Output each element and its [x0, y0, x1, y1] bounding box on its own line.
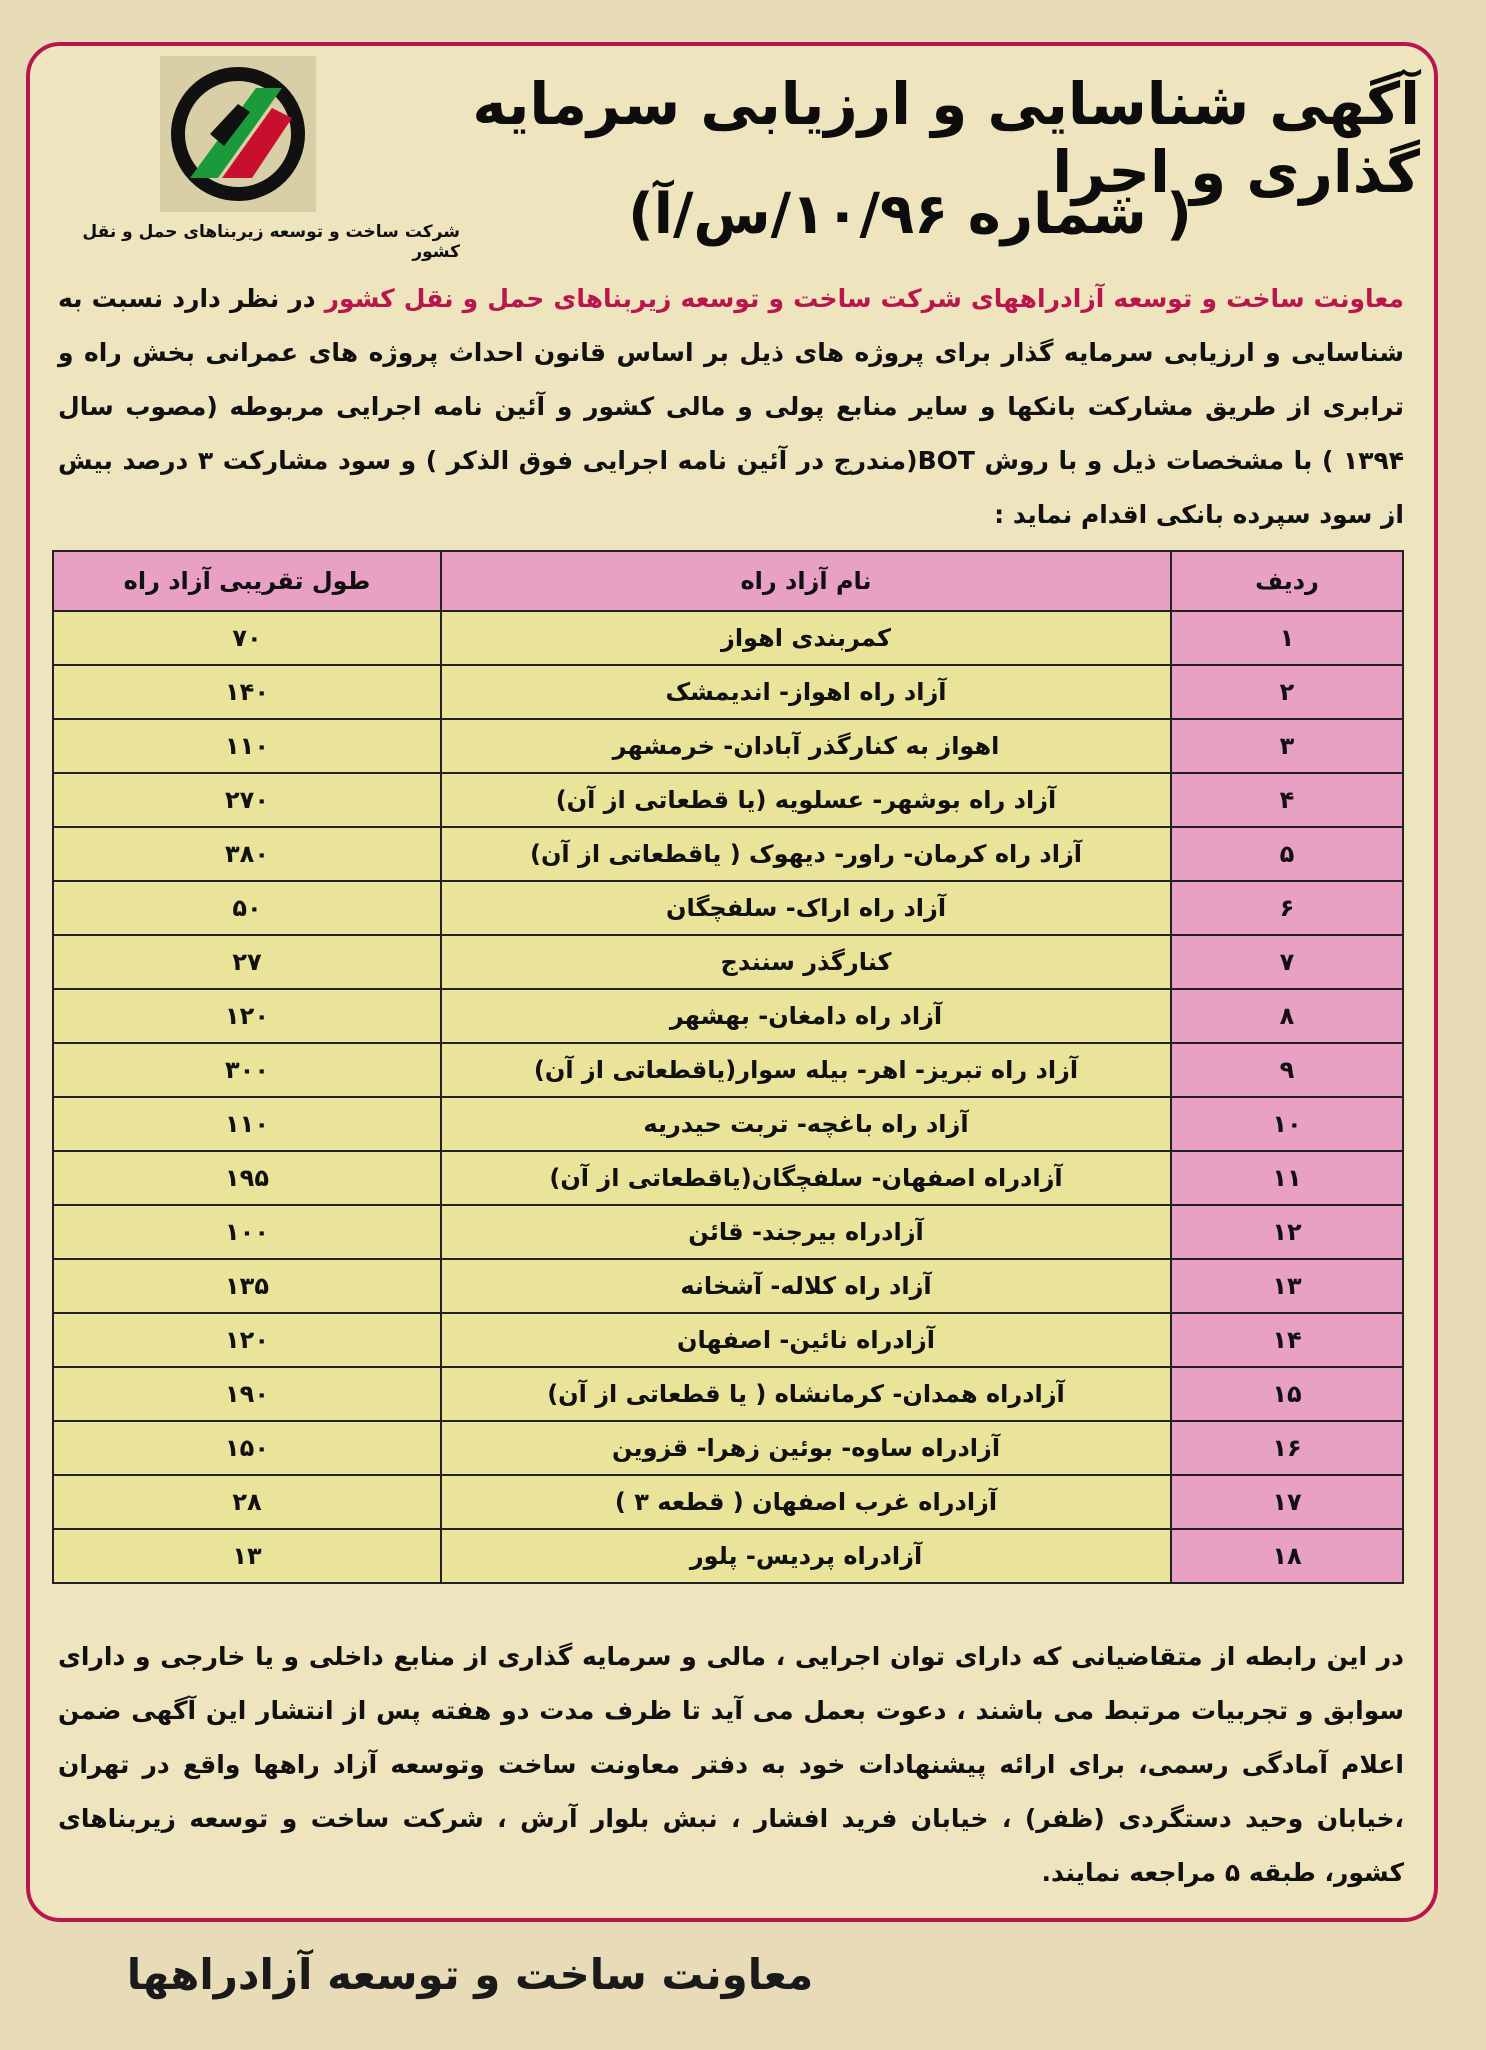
intro-body: در نظر دارد نسبت به شناسایی و ارزیابی سرمایه گذار برای پروژه های ذیل بر اساس قانون احداث پروژه های عمرانی بخش راه و ترابری از طریق مشارکت بانکها و سایر منابع پولی و مالی کشور و آئین نامه اجرایی مربوطه (مصوب سال ۱۳۹۴ ) با مشخصات ذیل و با روش BOT(مندرج در آئین نامه اجرایی فوق الذکر ) و سود مشارکت ۳ درصد بیش از سود سپرده بانکی اقدام نماید :	[58, 284, 1404, 529]
freeway-length: ۷۰	[53, 611, 441, 665]
freeway-length: ۱۳	[53, 1529, 441, 1583]
freeway-name: کمربندی اهواز	[441, 611, 1171, 665]
row-number: ۴	[1171, 773, 1403, 827]
freeway-length: ۱۹۰	[53, 1367, 441, 1421]
table-row	[53, 1367, 1403, 1421]
table-row	[53, 611, 1403, 665]
table-row	[53, 1043, 1403, 1097]
row-number: ۷	[1171, 935, 1403, 989]
row-number: ۱۷	[1171, 1475, 1403, 1529]
freeway-name: آزادراه همدان- کرمانشاه ( یا قطعاتی از آن)	[441, 1367, 1171, 1421]
freeway-length: ۱۵۰	[53, 1421, 441, 1475]
freeway-name: اهواز به کنارگذر آبادان- خرمشهر	[441, 719, 1171, 773]
freeway-projects-table	[52, 550, 1404, 1584]
freeway-name: آزاد راه دامغان- بهشهر	[441, 989, 1171, 1043]
freeway-length: ۳۸۰	[53, 827, 441, 881]
freeway-length: ۱۲۰	[53, 1313, 441, 1367]
header-freeway-length: طول تقریبی آزاد راه	[53, 551, 441, 611]
freeway-length: ۱۰۰	[53, 1205, 441, 1259]
row-number: ۲	[1171, 665, 1403, 719]
row-number: ۱۰	[1171, 1097, 1403, 1151]
freeway-name: آزادراه بیرجند- قائن	[441, 1205, 1171, 1259]
table-row	[53, 719, 1403, 773]
freeway-name: آزاد راه باغچه- تربت حیدریه	[441, 1097, 1171, 1151]
page-title: آگهی شناسایی و ارزیابی سرمایه گذاری و اجرا	[472, 70, 1420, 206]
table-row	[53, 1475, 1403, 1529]
table-header-row	[53, 551, 1403, 611]
table-row	[53, 935, 1403, 989]
row-number: ۶	[1171, 881, 1403, 935]
freeway-length: ۳۰۰	[53, 1043, 441, 1097]
table-row	[53, 881, 1403, 935]
signature: معاونت ساخت و توسعه آزادراهها	[126, 1950, 814, 1999]
road-company-logo-icon	[160, 56, 316, 212]
table-row	[53, 773, 1403, 827]
table-row	[53, 989, 1403, 1043]
freeway-length: ۲۷۰	[53, 773, 441, 827]
freeway-name: آزادراه ساوه- بوئین زهرا- قزوین	[441, 1421, 1171, 1475]
row-number: ۵	[1171, 827, 1403, 881]
row-number: ۹	[1171, 1043, 1403, 1097]
table-row	[53, 1097, 1403, 1151]
freeway-length: ۲۸	[53, 1475, 441, 1529]
header-freeway-name: نام آزاد راه	[441, 551, 1171, 611]
table-row	[53, 1313, 1403, 1367]
row-number: ۱۵	[1171, 1367, 1403, 1421]
freeway-length: ۱۱۰	[53, 1097, 441, 1151]
freeway-length: ۱۹۵	[53, 1151, 441, 1205]
freeway-name: آزاد راه اهواز- اندیمشک	[441, 665, 1171, 719]
table-row	[53, 1259, 1403, 1313]
row-number: ۳	[1171, 719, 1403, 773]
freeway-name: آزاد راه تبریز- اهر- بیله سوار(یاقطعاتی از آن)	[441, 1043, 1171, 1097]
freeway-name: آزاد راه کلاله- آشخانه	[441, 1259, 1171, 1313]
freeway-name: آزادراه نائین- اصفهان	[441, 1313, 1171, 1367]
row-number: ۱	[1171, 611, 1403, 665]
row-number: ۸	[1171, 989, 1403, 1043]
freeway-name: کنارگذر سنندج	[441, 935, 1171, 989]
intro-paragraph	[58, 272, 1404, 542]
freeway-length: ۱۲۰	[53, 989, 441, 1043]
table-row	[53, 1205, 1403, 1259]
announcement-number: ( شماره ۱۰/۹۶/س/آ)	[628, 182, 1192, 247]
intro-highlight: معاونت ساخت و توسعه آزادراههای شرکت ساخت و توسعه زیربناهای حمل و نقل کشور	[324, 284, 1404, 313]
row-number: ۱۸	[1171, 1529, 1403, 1583]
row-number: ۱۶	[1171, 1421, 1403, 1475]
row-number: ۱۳	[1171, 1259, 1403, 1313]
freeway-name: آزادراه غرب اصفهان ( قطعه ۳ )	[441, 1475, 1171, 1529]
freeway-name: آزاد راه اراک- سلفچگان	[441, 881, 1171, 935]
row-number: ۱۴	[1171, 1313, 1403, 1367]
freeway-name: آزاد راه کرمان- راور- دیهوک ( یاقطعاتی از آن)	[441, 827, 1171, 881]
freeway-name: آزادراه اصفهان- سلفچگان(یاقطعاتی از آن)	[441, 1151, 1171, 1205]
company-name: شرکت ساخت و توسعه زیربناهای حمل و نقل کشور	[82, 222, 460, 262]
row-number: ۱۲	[1171, 1205, 1403, 1259]
header-row-number: ردیف	[1171, 551, 1403, 611]
freeway-length: ۲۷	[53, 935, 441, 989]
row-number: ۱۱	[1171, 1151, 1403, 1205]
table-row	[53, 1421, 1403, 1475]
table-row	[53, 1151, 1403, 1205]
table-row	[53, 1529, 1403, 1583]
table-row	[53, 665, 1403, 719]
freeway-length: ۱۴۰	[53, 665, 441, 719]
closing-paragraph: در این رابطه از متقاضیانی که دارای توان اجرایی ، مالی و سرمایه گذاری از منابع داخلی و یا خارجی و دارای سوابق و تجربیات مرتبط می باشند ، دعوت بعمل می آید تا ظرف مدت دو هفته پس از انتشار این آگهی ضمن اعلام آمادگی رسمی، برای ارائه پیشنهادات خود به دفتر معاونت ساخت وتوسعه آزاد راهها واقع در تهران ،خیابان وحید دستگردی (ظفر) ، خیابان فرید افشار ، نبش بلوار آرش ، شرکت ساخت و توسعه زیربناهای کشور، طبقه ۵ مراجعه نمایند.	[58, 1642, 1404, 1887]
freeway-name: آزاد راه بوشهر- عسلویه (یا قطعاتی از آن)	[441, 773, 1171, 827]
freeway-name: آزادراه پردیس- پلور	[441, 1529, 1171, 1583]
table-row	[53, 827, 1403, 881]
freeway-length: ۱۱۰	[53, 719, 441, 773]
freeway-length: ۱۳۵	[53, 1259, 441, 1313]
freeway-length: ۵۰	[53, 881, 441, 935]
